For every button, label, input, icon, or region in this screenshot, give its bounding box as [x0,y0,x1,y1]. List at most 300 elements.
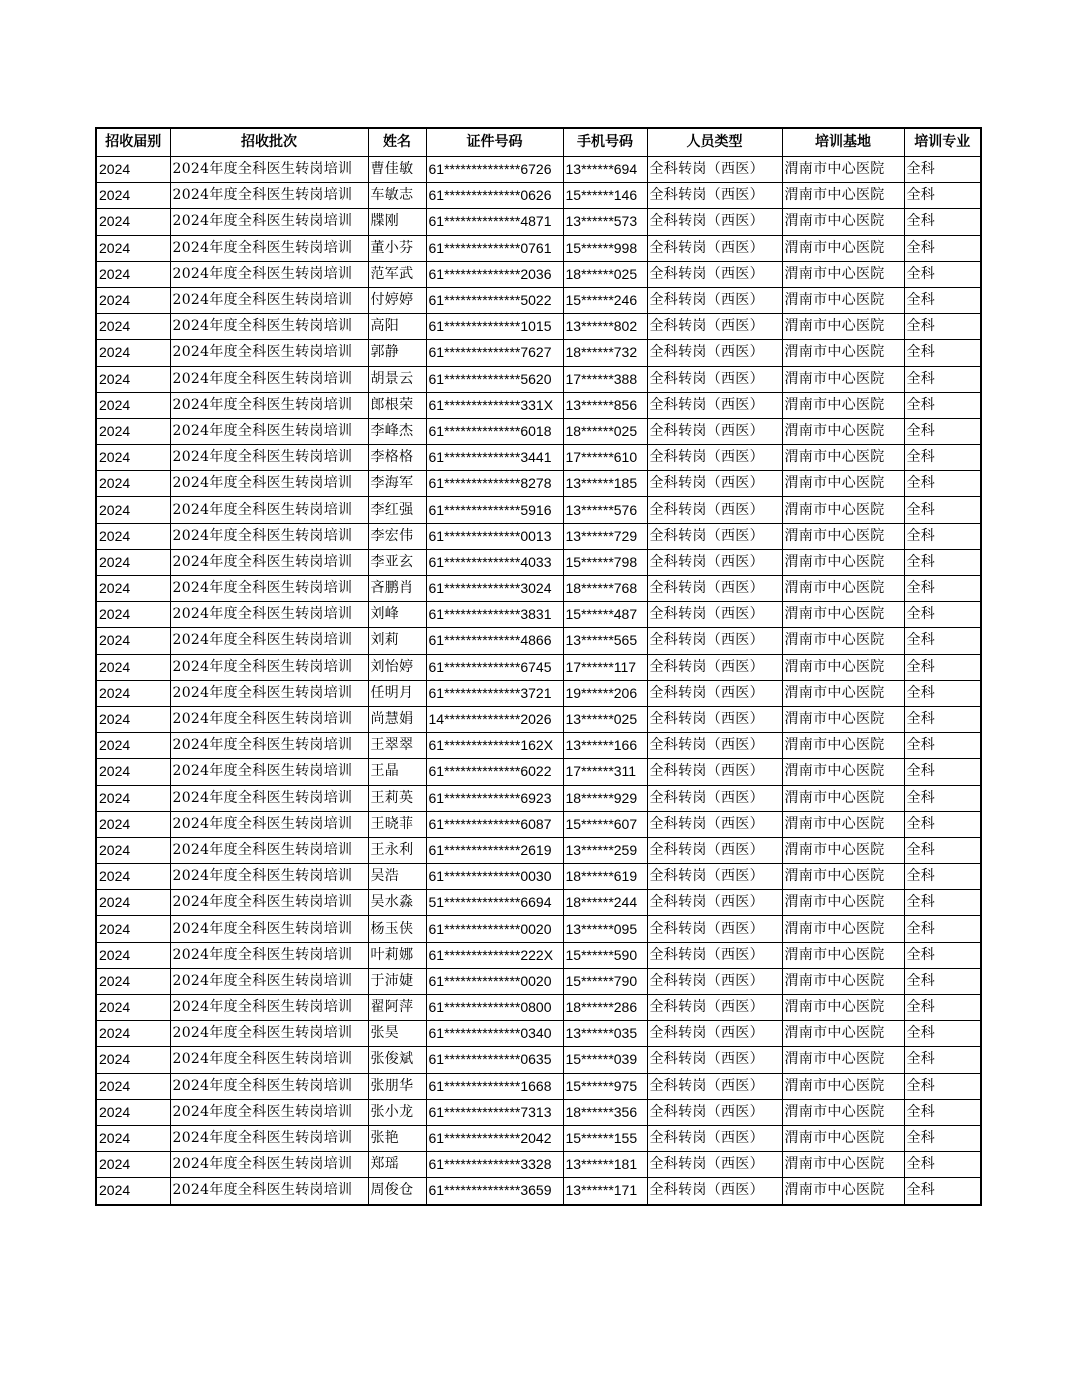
cell-id-number: 61**************6745 [426,654,563,680]
cell-id-number: 61**************0635 [426,1047,563,1073]
cell-name: 王翠翠 [368,733,426,759]
cell-id-number: 61**************7627 [426,340,563,366]
cell-training-specialty: 全科 [904,759,981,785]
cell-phone-number: 13******694 [563,157,647,183]
cell-id-number: 61**************4871 [426,209,563,235]
cell-id-number: 61**************2036 [426,261,563,287]
cell-phone-number: 13******856 [563,392,647,418]
cell-personnel-type: 全科转岗（西医） [647,706,782,732]
cell-id-number: 61**************3659 [426,1178,563,1205]
cell-training-base: 渭南市中心医院 [782,523,904,549]
cell-personnel-type: 全科转岗（西医） [647,549,782,575]
cell-enrollment-batch: 2024年度全科医生转岗培训 [170,811,368,837]
cell-enrollment-batch: 2024年度全科医生转岗培训 [170,523,368,549]
cell-personnel-type: 全科转岗（西医） [647,864,782,890]
table-row [96,864,981,890]
header-personnel-type: 人员类型 [647,128,782,157]
cell-training-specialty: 全科 [904,1073,981,1099]
cell-phone-number: 18******244 [563,890,647,916]
table-row [96,1178,981,1205]
cell-training-base: 渭南市中心医院 [782,1099,904,1125]
cell-id-number: 61**************0020 [426,916,563,942]
cell-training-specialty: 全科 [904,733,981,759]
cell-name: 郑瑶 [368,1152,426,1178]
cell-training-base: 渭南市中心医院 [782,1073,904,1099]
cell-personnel-type: 全科转岗（西医） [647,1125,782,1151]
cell-enrollment-year: 2024 [96,837,170,863]
cell-phone-number: 15******975 [563,1073,647,1099]
cell-enrollment-year: 2024 [96,785,170,811]
cell-training-base: 渭南市中心医院 [782,864,904,890]
cell-id-number: 61**************6726 [426,157,563,183]
table-row [96,340,981,366]
cell-enrollment-batch: 2024年度全科医生转岗培训 [170,1178,368,1205]
cell-name: 王永利 [368,837,426,863]
cell-name: 郭静 [368,340,426,366]
cell-phone-number: 18******768 [563,576,647,602]
cell-training-specialty: 全科 [904,1178,981,1205]
cell-personnel-type: 全科转岗（西医） [647,471,782,497]
cell-training-specialty: 全科 [904,916,981,942]
cell-phone-number: 15******998 [563,235,647,261]
cell-enrollment-year: 2024 [96,1178,170,1205]
cell-phone-number: 15******798 [563,549,647,575]
cell-id-number: 61**************331X [426,392,563,418]
cell-enrollment-year: 2024 [96,497,170,523]
cell-enrollment-batch: 2024年度全科医生转岗培训 [170,864,368,890]
cell-name: 王莉英 [368,785,426,811]
cell-phone-number: 15******146 [563,183,647,209]
cell-personnel-type: 全科转岗（西医） [647,759,782,785]
cell-phone-number: 18******025 [563,261,647,287]
cell-training-base: 渭南市中心医院 [782,287,904,313]
cell-training-specialty: 全科 [904,157,981,183]
cell-training-base: 渭南市中心医院 [782,366,904,392]
cell-id-number: 61**************3441 [426,445,563,471]
cell-personnel-type: 全科转岗（西医） [647,445,782,471]
header-enrollment-year: 招收届别 [96,128,170,157]
cell-training-specialty: 全科 [904,811,981,837]
cell-training-specialty: 全科 [904,314,981,340]
cell-name: 王晓菲 [368,811,426,837]
cell-training-base: 渭南市中心医院 [782,1021,904,1047]
cell-training-base: 渭南市中心医院 [782,549,904,575]
cell-id-number: 51**************6694 [426,890,563,916]
table-row [96,1099,981,1125]
cell-name: 高阳 [368,314,426,340]
cell-training-specialty: 全科 [904,968,981,994]
cell-enrollment-year: 2024 [96,811,170,837]
cell-training-specialty: 全科 [904,995,981,1021]
table-row [96,995,981,1021]
cell-enrollment-batch: 2024年度全科医生转岗培训 [170,340,368,366]
cell-enrollment-batch: 2024年度全科医生转岗培训 [170,392,368,418]
cell-enrollment-batch: 2024年度全科医生转岗培训 [170,733,368,759]
table-body [96,157,981,1205]
cell-personnel-type: 全科转岗（西医） [647,497,782,523]
cell-name: 牒刚 [368,209,426,235]
cell-enrollment-batch: 2024年度全科医生转岗培训 [170,157,368,183]
cell-training-base: 渭南市中心医院 [782,235,904,261]
cell-training-specialty: 全科 [904,471,981,497]
table-row [96,471,981,497]
table-row [96,523,981,549]
cell-personnel-type: 全科转岗（西医） [647,628,782,654]
table-row [96,680,981,706]
cell-name: 李海军 [368,471,426,497]
cell-training-specialty: 全科 [904,418,981,444]
cell-phone-number: 13******185 [563,471,647,497]
cell-enrollment-year: 2024 [96,733,170,759]
cell-id-number: 61**************1668 [426,1073,563,1099]
cell-training-base: 渭南市中心医院 [782,942,904,968]
cell-personnel-type: 全科转岗（西医） [647,261,782,287]
cell-enrollment-year: 2024 [96,235,170,261]
cell-id-number: 61**************6087 [426,811,563,837]
cell-training-specialty: 全科 [904,785,981,811]
cell-training-base: 渭南市中心医院 [782,1152,904,1178]
table-row [96,549,981,575]
cell-training-base: 渭南市中心医院 [782,680,904,706]
cell-training-specialty: 全科 [904,287,981,313]
cell-phone-number: 13******576 [563,497,647,523]
cell-enrollment-year: 2024 [96,471,170,497]
cell-name: 尚慧娟 [368,706,426,732]
cell-training-specialty: 全科 [904,864,981,890]
cell-id-number: 61**************222X [426,942,563,968]
cell-personnel-type: 全科转岗（西医） [647,157,782,183]
cell-enrollment-batch: 2024年度全科医生转岗培训 [170,471,368,497]
cell-phone-number: 13******025 [563,706,647,732]
cell-id-number: 61**************162X [426,733,563,759]
cell-training-specialty: 全科 [904,523,981,549]
cell-training-base: 渭南市中心医院 [782,1178,904,1205]
cell-phone-number: 13******035 [563,1021,647,1047]
cell-personnel-type: 全科转岗（西医） [647,183,782,209]
cell-training-base: 渭南市中心医院 [782,471,904,497]
cell-name: 刘莉 [368,628,426,654]
cell-id-number: 61**************1015 [426,314,563,340]
cell-name: 杨玉侠 [368,916,426,942]
cell-enrollment-year: 2024 [96,680,170,706]
table-row [96,576,981,602]
cell-id-number: 61**************3721 [426,680,563,706]
table-row [96,261,981,287]
cell-enrollment-batch: 2024年度全科医生转岗培训 [170,968,368,994]
table-row [96,1047,981,1073]
cell-training-specialty: 全科 [904,340,981,366]
cell-id-number: 61**************0761 [426,235,563,261]
cell-enrollment-batch: 2024年度全科医生转岗培训 [170,576,368,602]
cell-training-base: 渭南市中心医院 [782,576,904,602]
cell-id-number: 61**************6018 [426,418,563,444]
cell-phone-number: 13******181 [563,1152,647,1178]
cell-phone-number: 15******590 [563,942,647,968]
cell-name: 张俊斌 [368,1047,426,1073]
table-row [96,209,981,235]
header-name: 姓名 [368,128,426,157]
cell-enrollment-batch: 2024年度全科医生转岗培训 [170,287,368,313]
table-row [96,890,981,916]
cell-training-base: 渭南市中心医院 [782,837,904,863]
cell-name: 董小芬 [368,235,426,261]
cell-name: 车敏志 [368,183,426,209]
cell-personnel-type: 全科转岗（西医） [647,890,782,916]
cell-enrollment-year: 2024 [96,1099,170,1125]
cell-personnel-type: 全科转岗（西医） [647,1073,782,1099]
cell-phone-number: 13******565 [563,628,647,654]
table-row [96,235,981,261]
cell-training-base: 渭南市中心医院 [782,706,904,732]
header-phone-number: 手机号码 [563,128,647,157]
cell-training-specialty: 全科 [904,837,981,863]
cell-training-specialty: 全科 [904,1152,981,1178]
cell-id-number: 14**************2026 [426,706,563,732]
cell-enrollment-year: 2024 [96,392,170,418]
cell-id-number: 61**************0800 [426,995,563,1021]
cell-id-number: 61**************3831 [426,602,563,628]
cell-enrollment-batch: 2024年度全科医生转岗培训 [170,235,368,261]
cell-phone-number: 15******039 [563,1047,647,1073]
cell-name: 李宏伟 [368,523,426,549]
cell-personnel-type: 全科转岗（西医） [647,314,782,340]
cell-enrollment-batch: 2024年度全科医生转岗培训 [170,497,368,523]
cell-training-base: 渭南市中心医院 [782,392,904,418]
cell-name: 张小龙 [368,1099,426,1125]
cell-phone-number: 13******171 [563,1178,647,1205]
cell-personnel-type: 全科转岗（西医） [647,916,782,942]
header-id-number: 证件号码 [426,128,563,157]
cell-personnel-type: 全科转岗（西医） [647,1178,782,1205]
cell-phone-number: 17******388 [563,366,647,392]
cell-personnel-type: 全科转岗（西医） [647,366,782,392]
cell-name: 胡景云 [368,366,426,392]
cell-phone-number: 15******790 [563,968,647,994]
cell-enrollment-year: 2024 [96,628,170,654]
cell-name: 吴浩 [368,864,426,890]
cell-personnel-type: 全科转岗（西医） [647,1099,782,1125]
table-row [96,1021,981,1047]
cell-enrollment-year: 2024 [96,706,170,732]
cell-training-base: 渭南市中心医院 [782,209,904,235]
cell-personnel-type: 全科转岗（西医） [647,392,782,418]
cell-enrollment-batch: 2024年度全科医生转岗培训 [170,602,368,628]
cell-training-base: 渭南市中心医院 [782,418,904,444]
cell-training-specialty: 全科 [904,1047,981,1073]
cell-enrollment-batch: 2024年度全科医生转岗培训 [170,785,368,811]
cell-phone-number: 18******356 [563,1099,647,1125]
cell-personnel-type: 全科转岗（西医） [647,733,782,759]
cell-name: 周俊仓 [368,1178,426,1205]
cell-training-base: 渭南市中心医院 [782,890,904,916]
cell-training-specialty: 全科 [904,445,981,471]
cell-phone-number: 19******206 [563,680,647,706]
cell-phone-number: 17******610 [563,445,647,471]
cell-enrollment-year: 2024 [96,942,170,968]
cell-id-number: 61**************0340 [426,1021,563,1047]
cell-phone-number: 18******619 [563,864,647,890]
cell-id-number: 61**************2042 [426,1125,563,1151]
cell-enrollment-year: 2024 [96,314,170,340]
cell-enrollment-batch: 2024年度全科医生转岗培训 [170,1099,368,1125]
cell-training-specialty: 全科 [904,890,981,916]
cell-phone-number: 13******802 [563,314,647,340]
table-row [96,445,981,471]
cell-enrollment-year: 2024 [96,602,170,628]
cell-id-number: 61**************4866 [426,628,563,654]
cell-phone-number: 13******729 [563,523,647,549]
table-row [96,392,981,418]
cell-personnel-type: 全科转岗（西医） [647,523,782,549]
cell-training-specialty: 全科 [904,1125,981,1151]
cell-name: 张昊 [368,1021,426,1047]
cell-enrollment-batch: 2024年度全科医生转岗培训 [170,1021,368,1047]
cell-id-number: 61**************2619 [426,837,563,863]
cell-phone-number: 15******487 [563,602,647,628]
header-training-specialty: 培训专业 [904,128,981,157]
cell-personnel-type: 全科转岗（西医） [647,576,782,602]
cell-enrollment-batch: 2024年度全科医生转岗培训 [170,654,368,680]
cell-enrollment-year: 2024 [96,157,170,183]
cell-training-specialty: 全科 [904,576,981,602]
cell-training-specialty: 全科 [904,706,981,732]
cell-training-specialty: 全科 [904,1021,981,1047]
cell-enrollment-batch: 2024年度全科医生转岗培训 [170,418,368,444]
cell-training-base: 渭南市中心医院 [782,445,904,471]
cell-enrollment-year: 2024 [96,576,170,602]
cell-training-base: 渭南市中心医院 [782,628,904,654]
cell-name: 范军武 [368,261,426,287]
table-row [96,314,981,340]
cell-enrollment-year: 2024 [96,890,170,916]
cell-enrollment-year: 2024 [96,418,170,444]
table-row [96,1125,981,1151]
table-row [96,1073,981,1099]
cell-id-number: 61**************8278 [426,471,563,497]
cell-name: 叶莉娜 [368,942,426,968]
cell-enrollment-year: 2024 [96,1073,170,1099]
cell-name: 付婷婷 [368,287,426,313]
cell-id-number: 61**************3024 [426,576,563,602]
cell-enrollment-year: 2024 [96,261,170,287]
table-row [96,837,981,863]
cell-enrollment-batch: 2024年度全科医生转岗培训 [170,209,368,235]
cell-training-base: 渭南市中心医院 [782,340,904,366]
cell-id-number: 61**************5620 [426,366,563,392]
cell-phone-number: 15******155 [563,1125,647,1151]
table-row [96,968,981,994]
trainee-roster-table [95,127,982,1206]
table-row [96,418,981,444]
cell-name: 翟阿萍 [368,995,426,1021]
cell-phone-number: 15******607 [563,811,647,837]
cell-training-base: 渭南市中心医院 [782,811,904,837]
cell-phone-number: 18******025 [563,418,647,444]
cell-training-specialty: 全科 [904,183,981,209]
header-enrollment-batch: 招收批次 [170,128,368,157]
header-training-base: 培训基地 [782,128,904,157]
table-row [96,287,981,313]
cell-enrollment-batch: 2024年度全科医生转岗培训 [170,183,368,209]
table-row [96,942,981,968]
cell-phone-number: 13******573 [563,209,647,235]
cell-enrollment-year: 2024 [96,1021,170,1047]
cell-enrollment-year: 2024 [96,549,170,575]
cell-training-base: 渭南市中心医院 [782,733,904,759]
cell-name: 李红强 [368,497,426,523]
cell-personnel-type: 全科转岗（西医） [647,785,782,811]
table-row [96,759,981,785]
cell-enrollment-batch: 2024年度全科医生转岗培训 [170,445,368,471]
cell-enrollment-year: 2024 [96,1152,170,1178]
table-row [96,706,981,732]
cell-training-specialty: 全科 [904,497,981,523]
cell-id-number: 61**************0030 [426,864,563,890]
cell-personnel-type: 全科转岗（西医） [647,602,782,628]
cell-training-base: 渭南市中心医院 [782,602,904,628]
table-row [96,366,981,392]
cell-phone-number: 18******929 [563,785,647,811]
table-row [96,183,981,209]
cell-name: 李格格 [368,445,426,471]
cell-enrollment-year: 2024 [96,445,170,471]
cell-personnel-type: 全科转岗（西医） [647,680,782,706]
cell-enrollment-year: 2024 [96,968,170,994]
cell-enrollment-year: 2024 [96,287,170,313]
cell-phone-number: 17******117 [563,654,647,680]
cell-enrollment-year: 2024 [96,654,170,680]
cell-phone-number: 18******732 [563,340,647,366]
cell-id-number: 61**************0013 [426,523,563,549]
cell-personnel-type: 全科转岗（西医） [647,1152,782,1178]
cell-name: 曹佳敏 [368,157,426,183]
cell-training-specialty: 全科 [904,261,981,287]
cell-training-specialty: 全科 [904,942,981,968]
table-row [96,602,981,628]
cell-enrollment-year: 2024 [96,366,170,392]
cell-name: 刘峰 [368,602,426,628]
table-row [96,1152,981,1178]
cell-training-base: 渭南市中心医院 [782,968,904,994]
cell-name: 于沛婕 [368,968,426,994]
cell-training-base: 渭南市中心医院 [782,995,904,1021]
cell-name: 吴水淼 [368,890,426,916]
cell-name: 吝鹏肖 [368,576,426,602]
cell-personnel-type: 全科转岗（西医） [647,340,782,366]
table-row [96,497,981,523]
cell-enrollment-batch: 2024年度全科医生转岗培训 [170,1152,368,1178]
cell-enrollment-batch: 2024年度全科医生转岗培训 [170,995,368,1021]
cell-enrollment-batch: 2024年度全科医生转岗培训 [170,706,368,732]
cell-enrollment-batch: 2024年度全科医生转岗培训 [170,366,368,392]
table-header-row [96,128,981,157]
cell-name: 郎根荣 [368,392,426,418]
cell-phone-number: 13******095 [563,916,647,942]
cell-enrollment-year: 2024 [96,340,170,366]
table-row [96,157,981,183]
cell-personnel-type: 全科转岗（西医） [647,235,782,261]
cell-enrollment-year: 2024 [96,209,170,235]
cell-enrollment-year: 2024 [96,523,170,549]
cell-training-base: 渭南市中心医院 [782,314,904,340]
table-row [96,733,981,759]
cell-name: 刘怡婷 [368,654,426,680]
table-row [96,628,981,654]
cell-enrollment-batch: 2024年度全科医生转岗培训 [170,837,368,863]
cell-training-base: 渭南市中心医院 [782,261,904,287]
cell-enrollment-batch: 2024年度全科医生转岗培训 [170,549,368,575]
cell-training-base: 渭南市中心医院 [782,916,904,942]
